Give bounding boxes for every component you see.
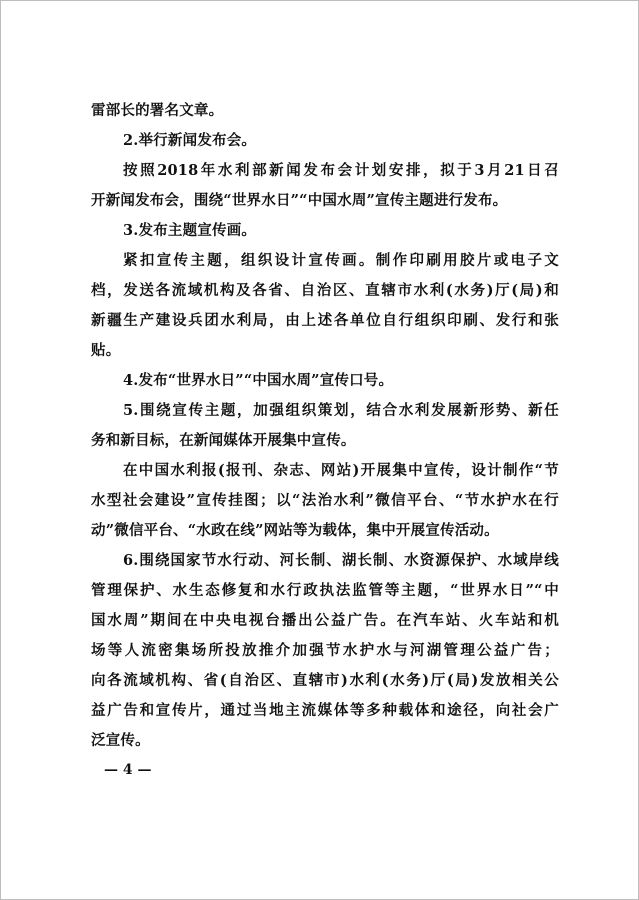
body-line: 场等人流密集场所投放推介加强节水护水与河湖管理公益广告； [91,642,559,659]
body-line: 益广告和宣传片，通过当地主流媒体等多种载体和途径，向社会广 [91,702,559,719]
body-line: 在中国水利报(报刊、杂志、网站)开展集中宣传，设计制作“节 [123,462,559,479]
body-line: 水型社会建设”宣传挂图；以“法治水利”微信平台、“节水护水在行 [91,492,559,509]
body-line: 新疆生产建设兵团水利局，由上述各单位自行组织印刷、发行和张 [91,312,559,329]
body-line: 务和新目标，在新闻媒体开展集中宣传。 [91,432,356,449]
body-line: 贴。 [91,342,121,359]
body-line: 泛宣传。 [91,732,150,749]
body-line: 开新闻发布会，围绕“世界水日”“中国水周”宣传主题进行发布。 [91,192,508,209]
section-heading-2: 2.举行新闻发布会。 [123,132,257,149]
body-line: 雷部长的署名文章。 [91,102,224,119]
body-line: 档，发送各流域机构及各省、自治区、直辖市水利(水务)厅(局)和 [91,282,559,299]
body-line: 管理保护、水生态修复和水行政执法监管等主题，“世界水日”“中 [91,582,559,599]
body-line: 动”微信平台、“水政在线”网站等为载体，集中开展宣传活动。 [91,522,499,539]
body-line: 国水周”期间在中央电视台播出公益广告。在汽车站、火车站和机 [91,612,559,629]
document-body [91,96,559,756]
body-line: 按照2018年水利部新闻发布会计划安排，拟于3月21日召 [123,162,559,179]
body-line: 向各流域机构、省(自治区、直辖市)水利(水务)厅(局)发放相关公 [91,672,559,689]
section-heading-3: 3.发布主题宣传画。 [123,222,257,239]
section-heading-5: 5.围绕宣传主题，加强组织策划，结合水利发展新形势、新任 [123,402,559,419]
section-heading-6: 6.围绕国家节水行动、河长制、湖长制、水资源保护、水域岸线 [123,552,559,569]
body-line: 紧扣宣传主题，组织设计宣传画。制作印刷用胶片或电子文 [123,252,559,269]
section-heading-4: 4.发布“世界水日”“中国水周”宣传口号。 [123,372,394,389]
page-number: — 4 — [104,762,152,778]
